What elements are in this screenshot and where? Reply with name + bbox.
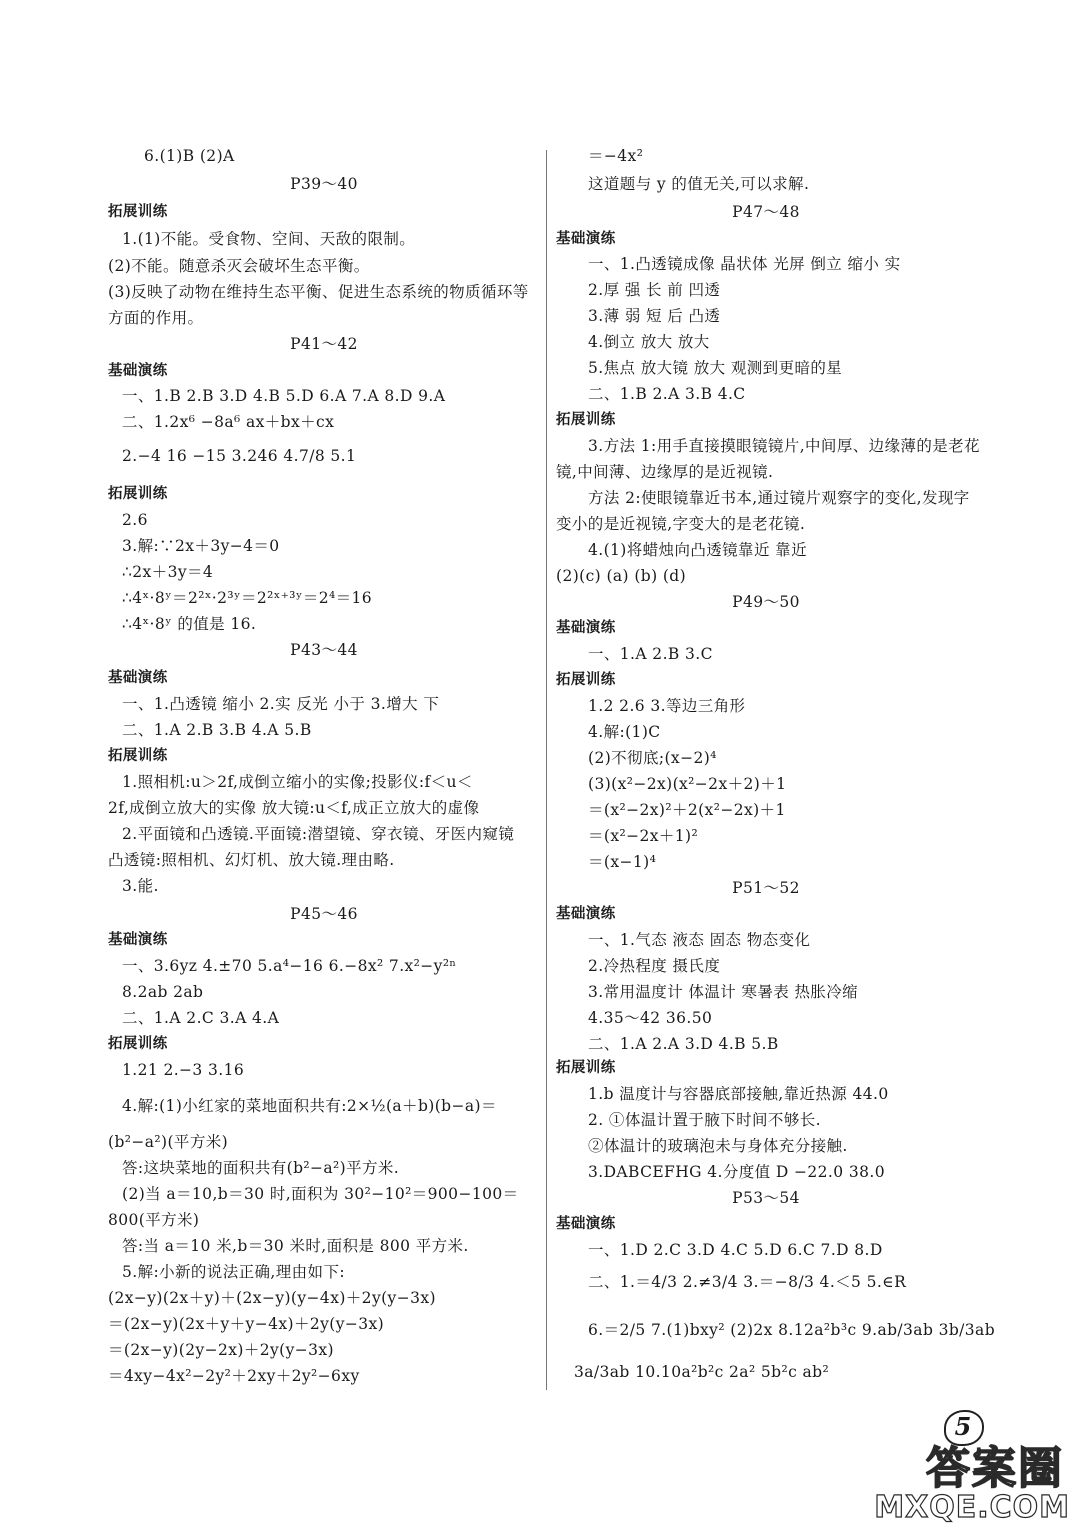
text-line: 3.方法 1:用手直接摸眼镜镜片,中间厚、边缘薄的是老花 [588,437,980,455]
text-line: ②体温计的玻璃泡未与身体充分接触. [588,1137,848,1155]
text-line: 5.解:小新的说法正确,理由如下: [122,1263,345,1281]
text-line: 1.21 2.−3 3.16 [122,1061,245,1079]
section-heading: 基础演练 [108,932,168,948]
text-line: 1.照相机:u＞2f,成倒立缩小的实像;投影仪:f＜u＜ [122,773,473,791]
section-heading: 拓展训练 [556,1060,616,1076]
text-line: 二、1.2x⁶ −8a⁶ ax＋bx＋cx [122,413,335,431]
text-line: 3.解:∵2x＋3y−4＝0 [122,537,280,555]
text-line: 2f,成倒立放大的实像 放大镜:u＜f,成正立放大的虚像 [108,799,480,817]
page-range-heading: P45～46 [290,905,358,923]
text-line: ∴2x＋3y＝4 [122,563,214,581]
text-line: 6.(1)B (2)A [144,147,235,165]
text-line: ＝−4x² [588,147,644,165]
text-line: (2x−y)(2x＋y)＋(2x−y)(y−4x)＋2y(y−3x) [108,1289,436,1307]
section-heading: 拓展训练 [556,672,616,688]
text-line: 二、1.B 2.A 3.B 4.C [588,385,746,403]
text-line: (2)不能。随意杀灭会破坏生态平衡。 [108,257,370,275]
text-line: 一、1.D 2.C 3.D 4.C 5.D 6.C 7.D 8.D [588,1241,883,1259]
page-range-heading: P49～50 [732,593,800,611]
text-line: 4.倒立 放大 放大 [588,333,710,351]
text-line: 变小的是近视镜,字变大的是老花镜. [556,515,806,533]
page-range-heading: P51～52 [732,879,800,897]
text-line: 答:这块菜地的面积共有(b²−a²)平方米. [122,1159,400,1177]
text-line: 4.(1)将蜡烛向凸透镜靠近 靠近 [588,541,807,559]
text-line: 一、3.6yz 4.±70 5.a⁴−16 6.−8x² 7.x²−y²ⁿ [122,957,457,975]
watermark-logo-icon: 答案圈 [926,1443,1064,1494]
text-line: 镜,中间薄、边缘厚的是近视镜. [556,463,774,481]
section-heading: 基础演练 [556,1216,616,1232]
text-line: 凸透镜:照相机、幻灯机、放大镜.理由略. [108,851,395,869]
text-line: ＝(x²−2x＋1)² [588,827,699,845]
text-line: 3.能. [122,877,159,895]
text-line: 4.35～42 36.50 [588,1009,713,1027]
text-line: 二、1.A 2.C 3.A 4.A [122,1009,280,1027]
text-line: ＝(2x−y)(2y−2x)＋2y(y−3x) [108,1341,335,1359]
text-line: 一、1.B 2.B 3.D 4.B 5.D 6.A 7.A 8.D 9.A [122,387,446,405]
text-line: 3.常用温度计 体温计 寒暑表 热胀冷缩 [588,983,859,1001]
text-line: 2.厚 强 长 前 凹透 [588,281,721,299]
text-line: 1.b 温度计与容器底部接触,靠近热源 44.0 [588,1085,889,1103]
page-range-heading: P47～48 [732,203,800,221]
text-line: 3a/3ab 10.10a²b²c 2a² 5b²c ab² [574,1363,830,1381]
text-line: 6.＝2/5 7.(1)bxy² (2)2x 8.12a²b³c 9.ab/3ab 3b/3ab [588,1321,996,1339]
text-line: 2.6 [122,511,148,529]
text-line: 3.DABCEFHG 4.分度值 D −22.0 38.0 [588,1163,885,1181]
column-divider [546,150,547,1390]
section-heading: 基础演练 [556,231,616,247]
text-line: (3)反映了动物在维持生态平衡、促进生态系统的物质循环等 [108,283,529,301]
section-heading: 拓展训练 [108,1036,168,1052]
section-heading: 拓展训练 [108,204,168,220]
text-line: 2.−4 16 −15 3.246 4.7/8 5.1 [122,447,357,465]
page-range-heading: P43～44 [290,641,358,659]
text-line: 二、1.A 2.A 3.D 4.B 5.B [588,1035,779,1053]
watermark [874,1432,1080,1528]
text-line: (b²−a²)(平方米) [108,1133,229,1151]
text-line: 1.2 2.6 3.等边三角形 [588,697,746,715]
text-line: ∴4ˣ·8ʸ 的值是 16. [122,615,257,633]
text-line: 5.焦点 放大镜 放大 观测到更暗的星 [588,359,843,377]
section-heading: 基础演练 [556,906,616,922]
text-line: 方法 2:使眼镜靠近书本,通过镜片观察字的变化,发现字 [588,489,970,507]
text-line: 8.2ab 2ab [122,983,204,1001]
text-line: 方面的作用。 [108,309,204,327]
page-range-heading: P41～42 [290,335,358,353]
text-line: (2)当 a＝10,b＝30 时,面积为 30²−10²＝900−100＝ [122,1185,519,1203]
text-line: 2. ①体温计置于腋下时间不够长. [588,1111,821,1129]
page-range-heading: P53～54 [732,1189,800,1207]
text-line: (2)(c) (a) (b) (d) [556,567,687,585]
text-line: 2.平面镜和凸透镜.平面镜:潜望镜、穿衣镜、牙医内窥镜 [122,825,515,843]
text-line: 4.解:(1)C [588,723,661,741]
section-heading: 基础演练 [108,363,168,379]
text-line: 1.(1)不能。受食物、空间、天敌的限制。 [122,230,416,248]
section-heading: 拓展训练 [108,748,168,764]
text-line: 一、1.气态 液态 固态 物态变化 [588,931,811,949]
text-line: 3.薄 弱 短 后 凸透 [588,307,721,325]
text-line: (3)(x²−2x)(x²−2x＋2)＋1 [588,775,787,793]
watermark-domain: MXQE.COM [874,1490,1070,1525]
text-line: (2)不彻底;(x−2)⁴ [588,749,717,767]
text-line: 这道题与 y 的值无关,可以求解. [588,175,810,193]
section-heading: 基础演练 [556,620,616,636]
section-heading: 基础演练 [108,670,168,686]
text-line: ＝(x−1)⁴ [588,853,657,871]
text-line: 4.解:(1)小红家的菜地面积共有:2×½(a＋b)(b−a)＝ [122,1097,497,1115]
text-line: ∴4ˣ·8ʸ＝2²ˣ·2³ʸ＝2²ˣ⁺³ʸ＝2⁴＝16 [122,589,373,607]
text-line: 二、1.A 2.B 3.B 4.A 5.B [122,721,312,739]
page-range-heading: P39～40 [290,175,358,193]
text-line: ＝(2x−y)(2x＋y＋y−4x)＋2y(y−3x) [108,1315,385,1333]
section-heading: 拓展训练 [108,486,168,502]
text-line: ＝4xy−4x²−2y²＋2xy＋2y²−6xy [108,1367,360,1385]
text-line: 2.冷热程度 摄氏度 [588,957,721,975]
section-heading: 拓展训练 [556,412,616,428]
text-line: 一、1.凸透镜 缩小 2.实 反光 小于 3.增大 下 [122,695,440,713]
text-line: 一、1.凸透镜成像 晶状体 光屏 倒立 缩小 实 [588,255,901,273]
page-number: 5 [946,1410,980,1444]
text-line: 一、1.A 2.B 3.C [588,645,713,663]
text-line: 答:当 a＝10 米,b＝30 米时,面积是 800 平方米. [122,1237,469,1255]
text-line: 二、1.＝4/3 2.≠3/4 3.＝−8/3 4.＜5 5.∈R [588,1273,907,1291]
text-line: 800(平方米) [108,1211,200,1229]
text-line: ＝(x²−2x)²＋2(x²−2x)＋1 [588,801,786,819]
